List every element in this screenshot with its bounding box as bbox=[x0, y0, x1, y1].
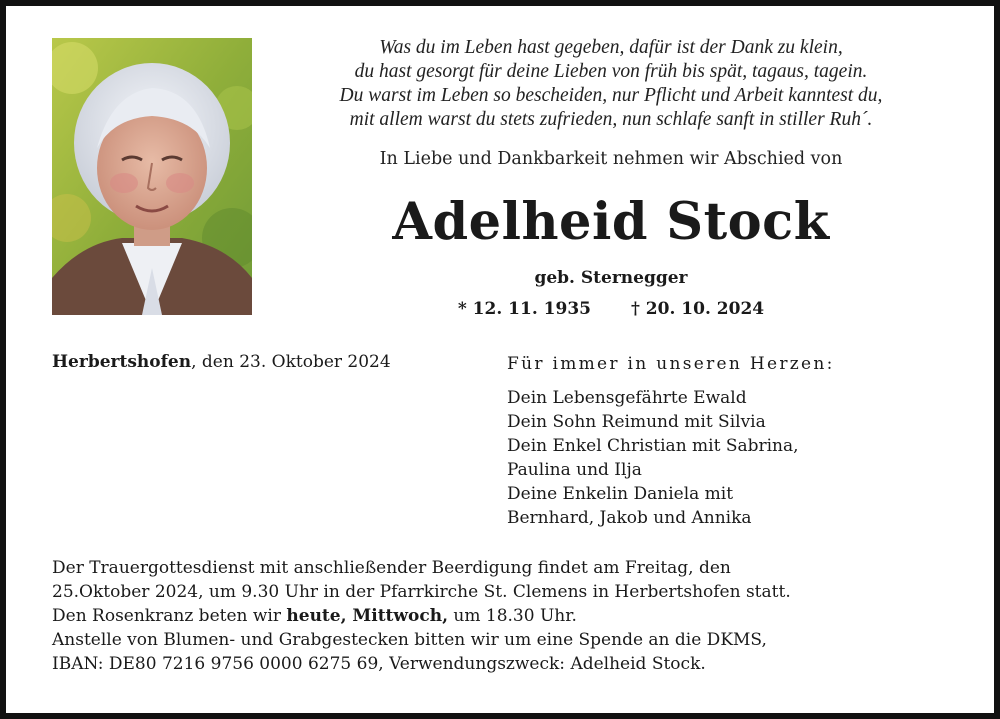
notice-text: um 18.30 Uhr. bbox=[448, 606, 577, 626]
portrait-image bbox=[52, 38, 252, 315]
notice-text: Den Rosenkranz beten wir bbox=[52, 606, 287, 626]
notice-line: IBAN: DE80 7216 9756 0000 6275 69, Verwendungszweck: Adelheid Stock. bbox=[52, 654, 706, 674]
maiden-name: geb. Sternegger bbox=[534, 268, 688, 288]
poem-line: Du warst im Leben so bescheiden, nur Pflicht und Arbeit kanntest du, bbox=[339, 85, 883, 106]
funeral-notice bbox=[52, 556, 952, 676]
deceased-name: Adelheid Stock bbox=[392, 192, 830, 252]
place-date bbox=[52, 352, 391, 372]
notice-line: 25.Oktober 2024, um 9.30 Uhr in der Pfarrkirche St. Clemens in Herbertshofen statt. bbox=[52, 582, 791, 602]
notice-line: Der Trauergottesdienst mit anschließender Beerdigung findet am Freitag, den bbox=[52, 558, 731, 578]
family-member: Dein Enkel Christian mit Sabrina, bbox=[507, 436, 799, 456]
family-member: Dein Sohn Reimund mit Silvia bbox=[507, 412, 766, 432]
death-date: † 20. 10. 2024 bbox=[631, 299, 765, 319]
poem-line: Was du im Leben hast gegeben, dafür ist der Dank zu klein, bbox=[379, 37, 843, 58]
poem-line: du hast gesorgt für deine Lieben von früh bis spät, tagaus, tagein. bbox=[354, 61, 868, 82]
notice-line: Anstelle von Blumen- und Grabgestecken bitten wir um eine Spende an die DKMS, bbox=[52, 630, 767, 650]
family-member: Deine Enkelin Daniela mit bbox=[507, 484, 734, 504]
poem-line: mit allem warst du stets zufrieden, nun schlafe sanft in stiller Ruh´. bbox=[349, 109, 873, 130]
family-member: Bernhard, Jakob und Annika bbox=[507, 508, 752, 528]
poem bbox=[286, 36, 936, 132]
place-name: Herbertshofen bbox=[52, 352, 192, 372]
obituary-card bbox=[6, 6, 994, 713]
family-list bbox=[507, 352, 835, 530]
intro-text: In Liebe und Dankbarkeit nehmen wir Abschied von bbox=[379, 149, 843, 169]
family-heading: Für immer in unseren Herzen: bbox=[507, 354, 835, 374]
notice-line bbox=[52, 604, 952, 628]
family-member: Paulina und Ilja bbox=[507, 460, 642, 480]
portrait-photo bbox=[52, 38, 252, 315]
life-dates bbox=[286, 299, 936, 319]
family-member: Dein Lebensgefährte Ewald bbox=[507, 388, 747, 408]
date-text: , den 23. Oktober 2024 bbox=[191, 352, 391, 372]
notice-emphasis: heute, Mittwoch, bbox=[286, 606, 449, 626]
birth-date: * 12. 11. 1935 bbox=[457, 299, 591, 319]
